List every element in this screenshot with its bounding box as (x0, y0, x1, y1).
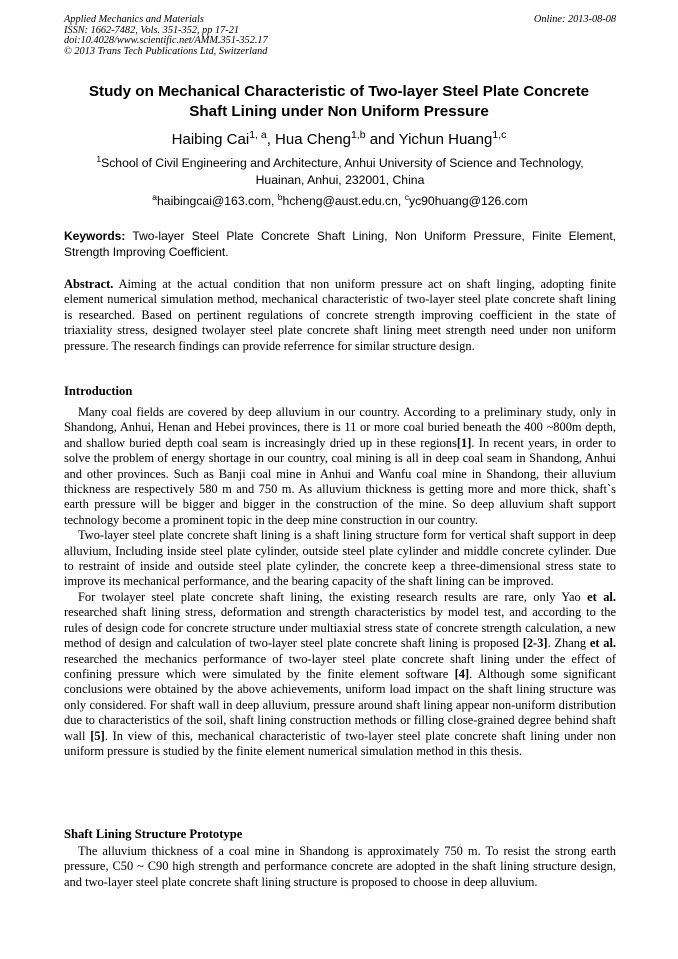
email-mark: b (277, 191, 283, 202)
affiliation-line-2: Huainan, Anhui, 232001, China (255, 173, 425, 187)
citation[interactable]: [2-3] (522, 636, 548, 651)
journal-name: Applied Mechanics and Materials (64, 14, 204, 25)
copyright-line: © 2013 Trans Tech Publications Ltd, Switzerland (64, 46, 268, 58)
citation[interactable]: [4] (454, 666, 470, 681)
paragraph: Two-layer steel plate concrete shaft lining is a shaft lining structure form for vertical shaft support in deep alluvium, Including inside steel plate cylinder, outside steel plate cylinder and middle concrete cylinder. Due to restraint of inside and outside steel plate cylinder, the concrete keep a three-dimensional stress state to improve its mechanical performance, and the bearing capacity of the shaft lining can be improved. (64, 528, 616, 589)
structure-prototype-body (64, 844, 616, 890)
keywords-text: Two-layer Steel Plate Concrete Shaft Lining, Non Uniform Pressure, Finite Element, Strength Improving Coefficient. (64, 229, 616, 259)
introduction-body (64, 405, 616, 759)
et-al: et al. (589, 636, 617, 651)
author-affil-mark: 1,c (492, 129, 507, 141)
abstract-text: Aiming at the actual condition that non uniform pressure act on shaft linging, adopting finite element numerical simulation method, mechanical characteristic of two-layer steel plate concrete shaft lining is researched. Based on pertinent regulations of concrete strength improving coefficient in the state of triaxiality stress, designed twolayer steel plate concrete shaft lining meet strength need under non uniform pressure. The research findings can provide referrence for similar structure design. (64, 277, 616, 353)
author-affil-mark: 1, a (249, 129, 267, 141)
paragraph: For twolayer steel plate concrete shaft lining, the existing research results are rare, only Yao et al. researched shaft lining stress, deformation and strength characteristics by model test, and according to the rules of design code for concrete structure under multiaxial stress state of concrete strength calculation, a new method of design and calculation of two-layer steel plate concrete shaft lining is proposed [2-3]. Zhang et al. researched the mechanics performance of two-layer steel plate concrete shaft lining under the effect of confining pressure which were simulated by the finite element software [4]. Although some significant conclusions were obtained by the above achievements, uniform load impact on the shaft lining structure was only considered. For shaft wall in deep alluvium, pressure around shaft lining appear non-uniform distribution due to characteristics of the soil, shaft lining construction methods or filling close-grained degree behind shaft wall [5]. In view of this, mechanical characteristic of two-layer steel plate concrete shaft lining under non uniform pressure is studied by the finite element numerical simulation method in this thesis. (64, 589, 617, 758)
section-heading-introduction: Introduction (64, 384, 133, 398)
affiliation-mark: 1 (96, 153, 102, 164)
citation[interactable]: [1] (456, 435, 472, 450)
paragraph: Many coal fields are covered by deep alluvium in our country. According to a preliminary study, only in Shandong, Anhui, Henan and Hebei provinces, there is 11 or more coal buried beneath the 400 ~800m depth, and shallow buried depth coal seam is increasingly dried up in these regions[1]. In recent years, in order to solve the problem of energy shortage in our country, coal mining is all in deep coal seam in Shandong, Anhui and other provinces. Such as Banji coal mine in Anhui and Wanfu coal mine in Shandong, their alluvium thickness are respectively 580 m and 750 m. As alluvium thickness is getting more and more thick, shaft`s earth pressure will be bigger and bigger in the construction of the mine. So deep alluvium shaft support technology become a prominent topic in the deep mine construction in our country. (64, 405, 616, 527)
email-link[interactable]: haibingcai@163.com, (157, 194, 278, 208)
keywords (64, 229, 616, 260)
abstract-label: Abstract. (64, 277, 114, 291)
journal-header (64, 15, 616, 58)
email-mark: a (152, 191, 158, 202)
title-line-2: Shaft Lining under Non Uniform Pressure (189, 103, 489, 120)
abstract (64, 277, 616, 354)
citation[interactable]: [5] (90, 728, 105, 743)
affiliation-line-1: School of Civil Engineering and Architecture, Anhui University of Science and Technology, (101, 156, 584, 170)
section-heading-structure-prototype: Shaft Lining Structure Prototype (64, 827, 243, 841)
keywords-label: Keywords: (64, 229, 126, 243)
email-link[interactable]: hcheng@aust.edu.cn, (282, 194, 405, 208)
email-mark: c (404, 191, 409, 202)
doi-line: doi:10.4028/www.scientific.net/AMM.351-352.17 (64, 35, 268, 47)
author-separator: , (266, 131, 276, 148)
title-line-1: Study on Mechanical Characteristic of Two-layer Steel Plate Concrete (88, 83, 590, 100)
author-separator: and (365, 131, 399, 148)
author-name: Yichun Huang (398, 131, 493, 148)
paper-title (40, 82, 638, 122)
email-link[interactable]: yc90huang@126.com (408, 194, 528, 208)
online-date: Online: 2013-08-08 (533, 14, 616, 25)
author-name: Haibing Cai (171, 131, 250, 148)
author-affil-mark: 1,b (350, 129, 366, 141)
author-list (40, 131, 638, 149)
paragraph: The alluvium thickness of a coal mine in Shandong is approximately 750 m. To resist the strong earth pressure, C50 ~ C90 high strength and performance concrete are adopted in the shaft lining structure design, and two-layer steel plate concrete shaft lining structure is proposed to choose in deep alluvium. (64, 844, 616, 889)
et-al: et al. (587, 589, 616, 604)
affiliation (64, 155, 616, 189)
issn-line: ISSN: 1662-7482, Vols. 351-352, pp 17-21 (64, 24, 240, 36)
author-emails (64, 193, 616, 209)
author-name: Hua Cheng (275, 131, 351, 148)
